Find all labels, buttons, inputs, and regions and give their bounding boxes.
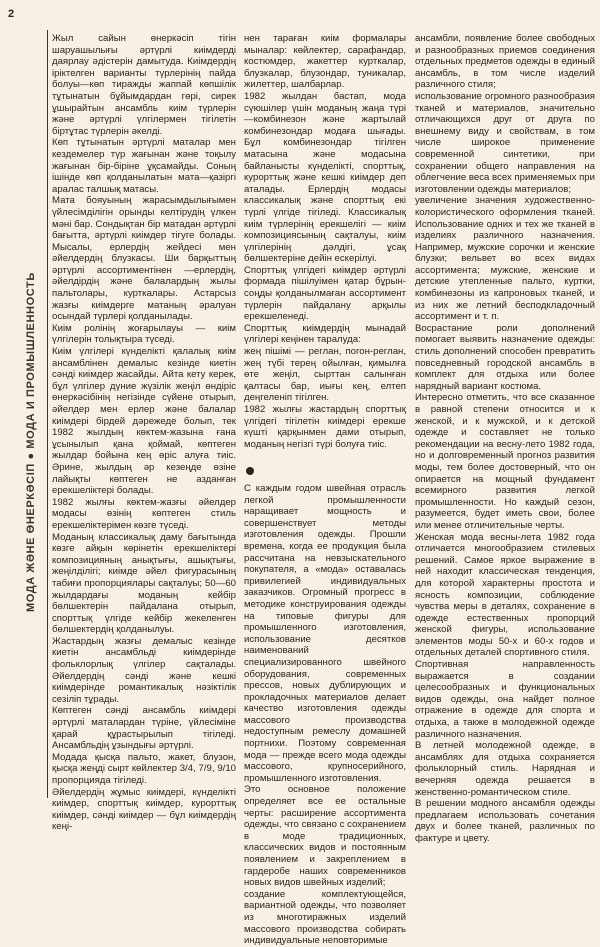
paragraph: Спорттық үлгідегі киімдер әртүрлі формада пішілуімен қатар бұрын-соңды қолданылмаған ассортимент түрлерін пайдалану арқылы ерекшеленеді. xyxy=(244,264,406,323)
paragraph: жең пішімі — реглан, погон-реглан, жең түбі терең ойылған, қимылға өте жеңіл, сырттан салынған қалтасы бар, иығы кең, елтеп деңгеленіп тігілген. xyxy=(244,346,406,404)
paragraph: нен тараған киім формалары мыналар: көйлектер, сарафандар, костюмдер, жакеттер курткалар, блузкалар, блузондар, туникалар, жилеттер, шалбарлар. xyxy=(244,33,406,91)
paragraph: Мата бояуының жарасымдылығымен үйлесімділігін орынды келтірудің үлкен мәні бар. Сондықтан бір матадан әртүрлі бағытта, әртүрлі киімдер тігуге болады. Мысалы, ерлердің жейдесі мен әйелдердің блузкасы. Ши барқыттың әртүрлі ассортиментінен —ерлердің, әйелдірдің және балалардың жылы пальтолары, курткалары. Астарсыз жазғы киімдерге матаның әралуан осындай түрлері қолданылады. xyxy=(52,195,236,323)
paragraph: Модада қысқа пальто, жакет, блузон, қысқа жеңді сырт көйлектер 3/4, 7/9, 9/10 пропорцияда тігіледі. xyxy=(52,751,236,786)
page-number: 2 xyxy=(8,8,15,20)
column-russian-2 xyxy=(415,33,595,845)
paragraph: Киім үлгілері күнделікті қалалық киім ансамблінен демалыс кезінде киетін сәнді киімдер жасайды. Айта кету керек, бұл үлгілер дүние жүзілік жеңіл өндіріс өнеркәсібінің негізінде сүйене отырып, әйелдер мен ерлер және балалар киімдері бірдей дәрежеде болып, тек 1982 жылдың көктем-жазына ғана ұсынылып қана қоймай, көптеген жылдар бойына кең өріс алуға тиіс. Әрине, жылдың әр кезеңде өзіне лайықты көптеген не азданған ерекшеліктері болады. xyxy=(52,346,236,497)
paragraph: Әйелдердің жұмыс киімдері, күнделікті киімдер, спорттық киімдер, курорттық киімдер, сәнді киімдер — бұл киімдердің кеңі- xyxy=(52,786,236,833)
paragraph: Жыл сайын өнеркәсіп тігін шаруашылығы әртүрлі киімдерді даярлау әдістерін дамытуда. Киімдердің іріктелген варианты түрлерінің пайда болуы—көп тиражды жаппай көпшілік тұтынатын бұйымдардан гөрі, сирек ұшырайтын ансамбль киім түрлерін және әртүрлі үлгілермен тігілетін біртұтас түрлерін әкелді. xyxy=(52,33,236,137)
paragraph: 1982 жылдан бастап, мода сүюшілер үшін моданың жаңа түрі—комбинезон және жартылай комбинезондар модаға шығады. Бұл комбинезондар тігілген матасына және модасына байланысты күнделікті, спорттық, курорттық және кешкі киімдер деп аталады. Ерлердің модасы классикалық және спорттық екі түрлі үлгіде тігіледі. Классикалық киім түрлерінің ерекшелігі — киім композициясының сақталуы, киім үлгілерінің дәлдігі, ұсақ бөлшектеріне дейін ескерілуі. xyxy=(244,90,406,265)
paragraph: использование огромного разнообразия тканей и материалов, значительно отличающихся друг от друга по внешнему виду и свойствам, в том числе широкое применение современной синтетики, при сохранении общего направления на облегчение веса всех применяемых при изготовлении одежды материалов; xyxy=(415,90,595,195)
column-kazakh-2 xyxy=(244,33,406,450)
paragraph: 1982 жылғы көктем-жазғы әйелдер модасы өзінің көптеген стиль ерекшеліктерімен көзге түседі. xyxy=(52,496,236,531)
paragraph: Көптеген сәнді ансамбль киімдері әртүрлі маталардан түріне, үйлесіміне қарай құрастырылып тігіледі. Ансамбльдің ұзындығы әртүрлі. xyxy=(52,705,236,752)
paragraph: Спортивная направленность выражается в создании целесообразных и функциональных видов одежды, она найдет полное отражение в одежде для спорта и отдыха, а также в молодежной одежде различного назначения. xyxy=(415,659,595,740)
section-label: МОДА ЖӘНЕ ӨНЕРКӘСІП ● МОДА И ПРОМЫШЛЕННОСТЬ xyxy=(25,272,37,612)
paragraph: В решении модного ансамбля одежды предлагаем использовать сочетания двух и более тканей, различных по фактуре и цвету. xyxy=(415,798,595,844)
paragraph: Женская мода весны-лета 1982 года отличается многообразием стилевых решений. Самое яркое выражение в ней находит классическая тенденция, для которой характерны простота и ясность композиции, соблюдение чувства меры в деталях, сохранение в одежде естественных пропорций женской фигуры, использование элементов моды 50-х и 60-х годов и отдельных деталей спортивного стиля. xyxy=(415,531,595,659)
paragraph: В летней молодежной одежде, в ансамблях для отдыха сохраняется фольклорный стиль. Нарядная и вечерняя одежда решается в женственно-романтическом стиле. xyxy=(415,740,595,798)
paragraph: Моданың классикалық даму бағытында көзге айқын көрінетін ерекшеліктері композицияның анықтығы, ашықтығы, жеңілділігі; киімде әйел фигурасының табиғи пропорциялары сақталуы; 50—60 жылдардағы моданың кейбір бөлшектерін пайдалана отырып, спорттық үлгіде кейбір жекеленген бөлшектердің қолданылуы. xyxy=(52,531,236,636)
section-bullet-icon xyxy=(246,467,254,475)
paragraph: 1982 жылғы жастардың спорттық үлгідегі тігілетін киімдері ерекше күшті қарқынмен дами отырып, моданың негізгі түрі болуға тиіс. xyxy=(244,404,406,450)
paragraph: создание комплектующейся, вариантной одежды, что позволяет из многотиражных изделий массового производства собирать индивидуальные неповторимые xyxy=(244,888,406,947)
paragraph: Жастардың жазғы демалыс кезінде киетін ансамбльді киімдерінде фольклорлық үлгілер сақталады. Әйелдердің сәнді және кешкі киімдерінде романтикалық нәзіктілік сезіліп тұрады. xyxy=(52,635,236,705)
paragraph: Спорттық киімдердің мынадай үлгілері кеңінен таралуда: xyxy=(244,322,406,346)
column-russian-1 xyxy=(244,483,406,947)
column-kazakh-1 xyxy=(52,33,236,833)
paragraph: С каждым годом швейная отрасль легкой промышленности наращивает мощность и совершенствует методы изготовления одежды. Прошли времена, когда ее продукция была рассчитана на невзыскательного покупателя, а «мода» оставалась привилегией индивидуальных заказчиков. Огромный прогресс в методике конструирования одежды на типовые фигуры для промышленного изготовления, использование десятков наименований специализированного швейного оборудования, современных прессов, новых дублирующих и прокладочных материалов делает качество изготовления одежды массового производства недоступным ремеслу домашней портнихи. Поэтому современная мода — прежде всего мода одежды массового, крупносерийного, промышленного изготовления. xyxy=(244,483,406,784)
paragraph: Көп тұтынатын әртүрлі маталар мен кездемелер түр жағынан және тоқылу жағынан бір-біріне ұқсамайды. Соның ішінде көп қолданылатын мата—қазіргі аралас талшық матасы. xyxy=(52,137,236,195)
paragraph: Это основное положение определяет все ее остальные черты: расширение ассортимента одежды, что связано с сохранением в моде традиционных, классических видов и постоянным появлением и закреплением в гардеробе наших современников новых видов швейных изделий; xyxy=(244,784,406,889)
vertical-rule xyxy=(47,30,48,798)
paragraph: Интересно отметить, что все сказанное в равной степени относится и к женской, и к мужской, и к детской одежде и составляет не только рекомендации на весну-лето 1982 года, но и долговременный прогноз развития моды, тем более достоверный, что он опирается на мощный фундамент всемирного развития легкой промышленности. Но каждый сезон, разумеется, будет иметь свои, более или менее отличительные черты. xyxy=(415,392,595,531)
paragraph: ансамбли, появление более свободных и разнообразных приемов соединения отдельных предметов одежды в единый ансамбль, в том числе изделий различного стиля; xyxy=(415,33,595,91)
paragraph: Киім ролінің жоғарылауы — киім үлгілерін толықтыра түседі. xyxy=(52,322,236,346)
paragraph: увеличение значения художественно-колористического оформления тканей. Использование одних и тех же тканей в изделиях различного назначения. Например, мужские сорочки и женские блузки; вельвет во всех видах ассортимента; мужские, женские и детские утепленные пальто, куртки, комбинезоны из капроновых тканей, и из них же летний бесподкладочный ассортимент и т. п. xyxy=(415,195,595,323)
paragraph: Восрастание роли дополнений помогает выявить назначение одежды: стиль дополнений способен превратить повседневный городской ансамбль в комплект для отдыха или более нарядный вариант костюма. xyxy=(415,322,595,392)
